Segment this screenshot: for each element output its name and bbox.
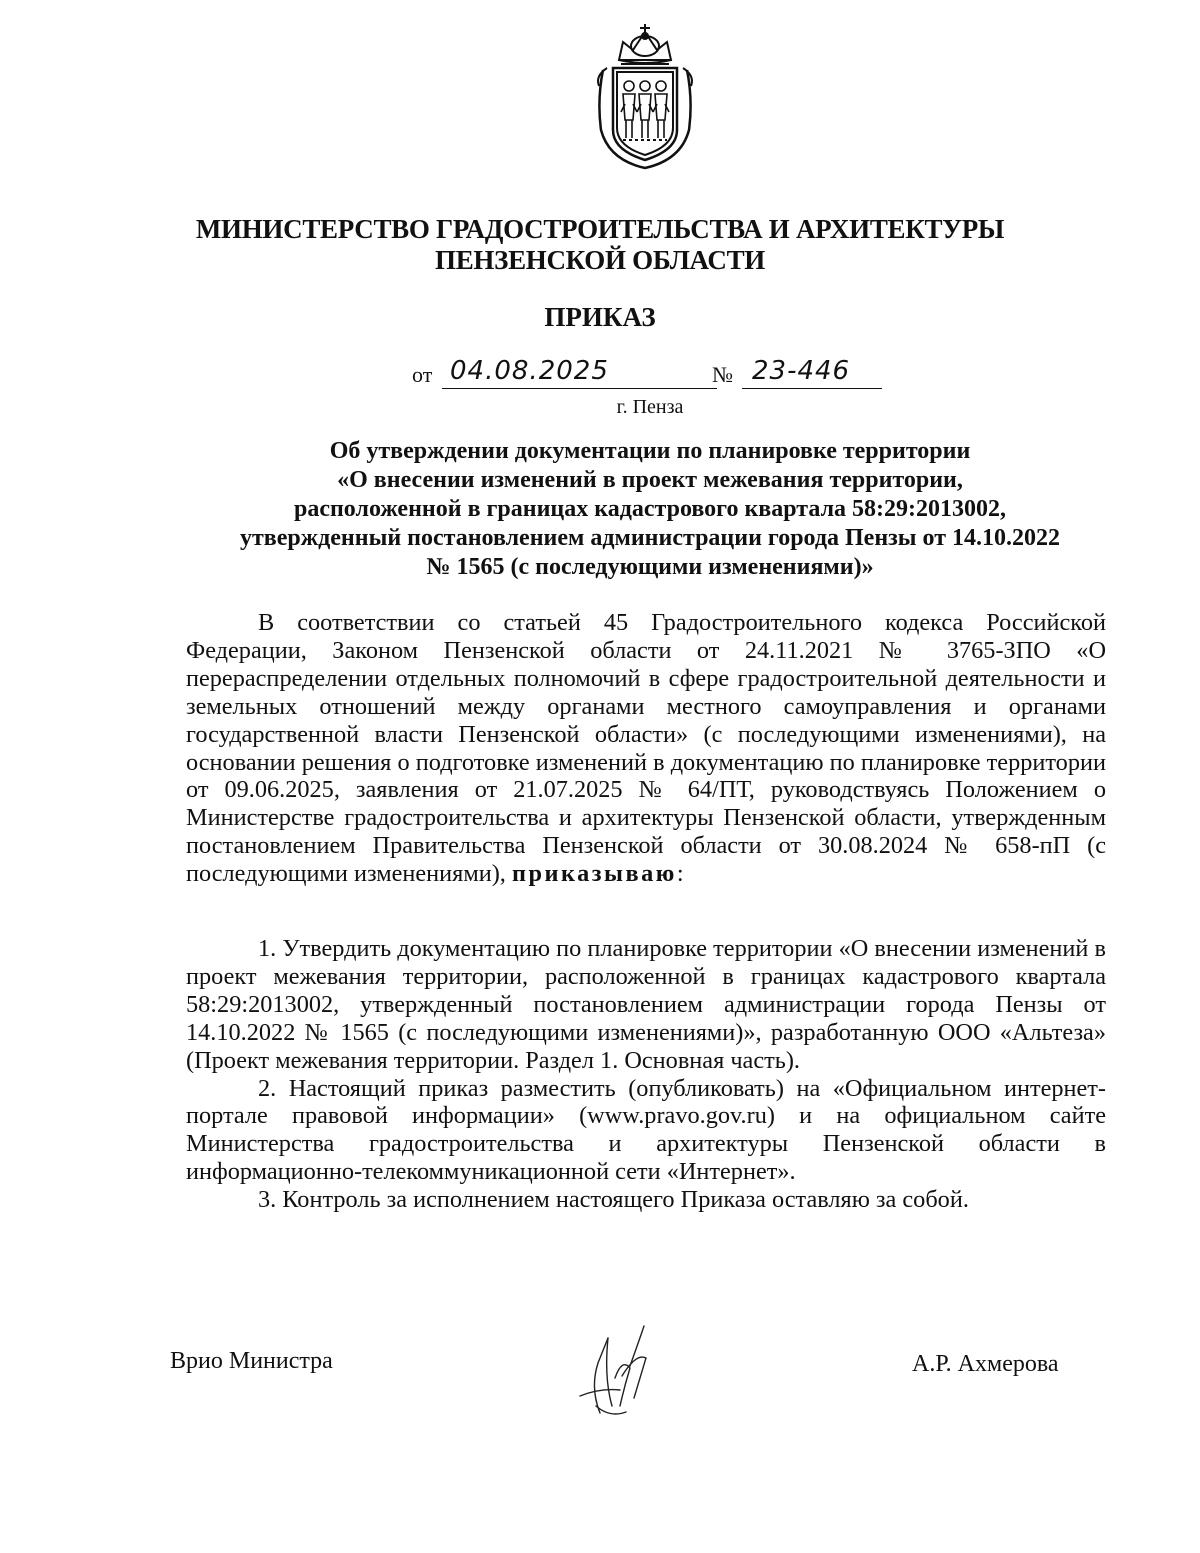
subject-line: Об утверждении документации по планировке территории (329, 438, 971, 464)
subject-line: расположенной в границах кадастрового квартала 58:29:2013002, (293, 496, 1007, 522)
preamble-paragraph (186, 609, 1106, 888)
coat-of-arms-icon (589, 20, 701, 170)
order-subject (0, 437, 1200, 582)
order-number-handwritten: 23-446 (752, 356, 851, 386)
subject-line: № 1565 (с последующими изменениями)» (426, 554, 874, 580)
order-item-2: 2. Настоящий приказ разместить (опубликовать) на «Официальном интернет-портале правовой информации» (www.pravo.gov.ru) и на официальном сайте Министерства градостроительства и архитектуры Пензенской области в информационно-телекоммуникационной сети «Интернет». (186, 1074, 1106, 1186)
ministry-name (0, 214, 1200, 276)
ministry-name-line1: МИНИСТЕРСТВО ГРАДОСТРОИТЕЛЬСТВА И АРХИТЕКТУРЫ (195, 214, 1005, 244)
city: г. Пенза (616, 396, 684, 418)
from-label: от (412, 362, 433, 387)
order-items (186, 935, 1106, 1214)
subject-line: «О внесении изменений в проект межевания территории, (337, 467, 963, 493)
signatory-title: Врио Министра (170, 1348, 333, 1374)
handwritten-signature (560, 1318, 670, 1428)
number-label: № (712, 362, 733, 387)
order-item-3: 3. Контроль за исполнением настоящего Приказа оставляю за собой. (258, 1186, 969, 1214)
date-underline (442, 388, 717, 389)
ministry-name-line2: ПЕНЗЕНСКОЙ ОБЛАСТИ (435, 245, 765, 275)
decree-word: приказываю (511, 860, 677, 888)
order-date-handwritten: 04.08.2025 (450, 356, 609, 386)
number-underline (742, 388, 882, 389)
subject-line: утвержденный постановлением администрации города Пензы от 14.10.2022 (239, 525, 1061, 551)
order-date-number-line (412, 358, 882, 394)
preamble-text: В соответствии со статьей 45 Градостроительного кодекса Российской Федерации, Законом Пензенской области от 24.11.2021 № 3765-ЗПО «О перераспределении отдельных полномочий в сфере градостроительной деятельности и земельных отношений между органами местного самоуправления и органами государственной власти Пензенской области» (с последующими изменениями), на основании решения о подготовке изменений в документацию по планировке территории от 09.06.2025, заявления от 21.07.2025 № 64/ПТ, руководствуясь Положением о Министерстве градостроительства и архитектуры Пензенской области, утвержденным постановлением Правительства Пензенской области от 30.08.2024 № 658-пП (с последующими изменениями), (186, 609, 1106, 888)
document-type: ПРИКАЗ (544, 302, 656, 332)
order-item-1: 1. Утвердить документацию по планировке территории «О внесении изменений в проект межевания территории, расположенной в границах кадастрового квартала 58:29:2013002, утвержденный постановлением администрации города Пензы от 14.10.2022 № 1565 (с последующими изменениями)», разработанную ООО «Альтеза» (Проект межевания территории. Раздел 1. Основная часть). (186, 935, 1106, 1074)
decree-colon: : (676, 860, 684, 888)
preamble (186, 609, 1106, 888)
signatory-name: А.Р. Ахмерова (912, 1351, 1059, 1377)
